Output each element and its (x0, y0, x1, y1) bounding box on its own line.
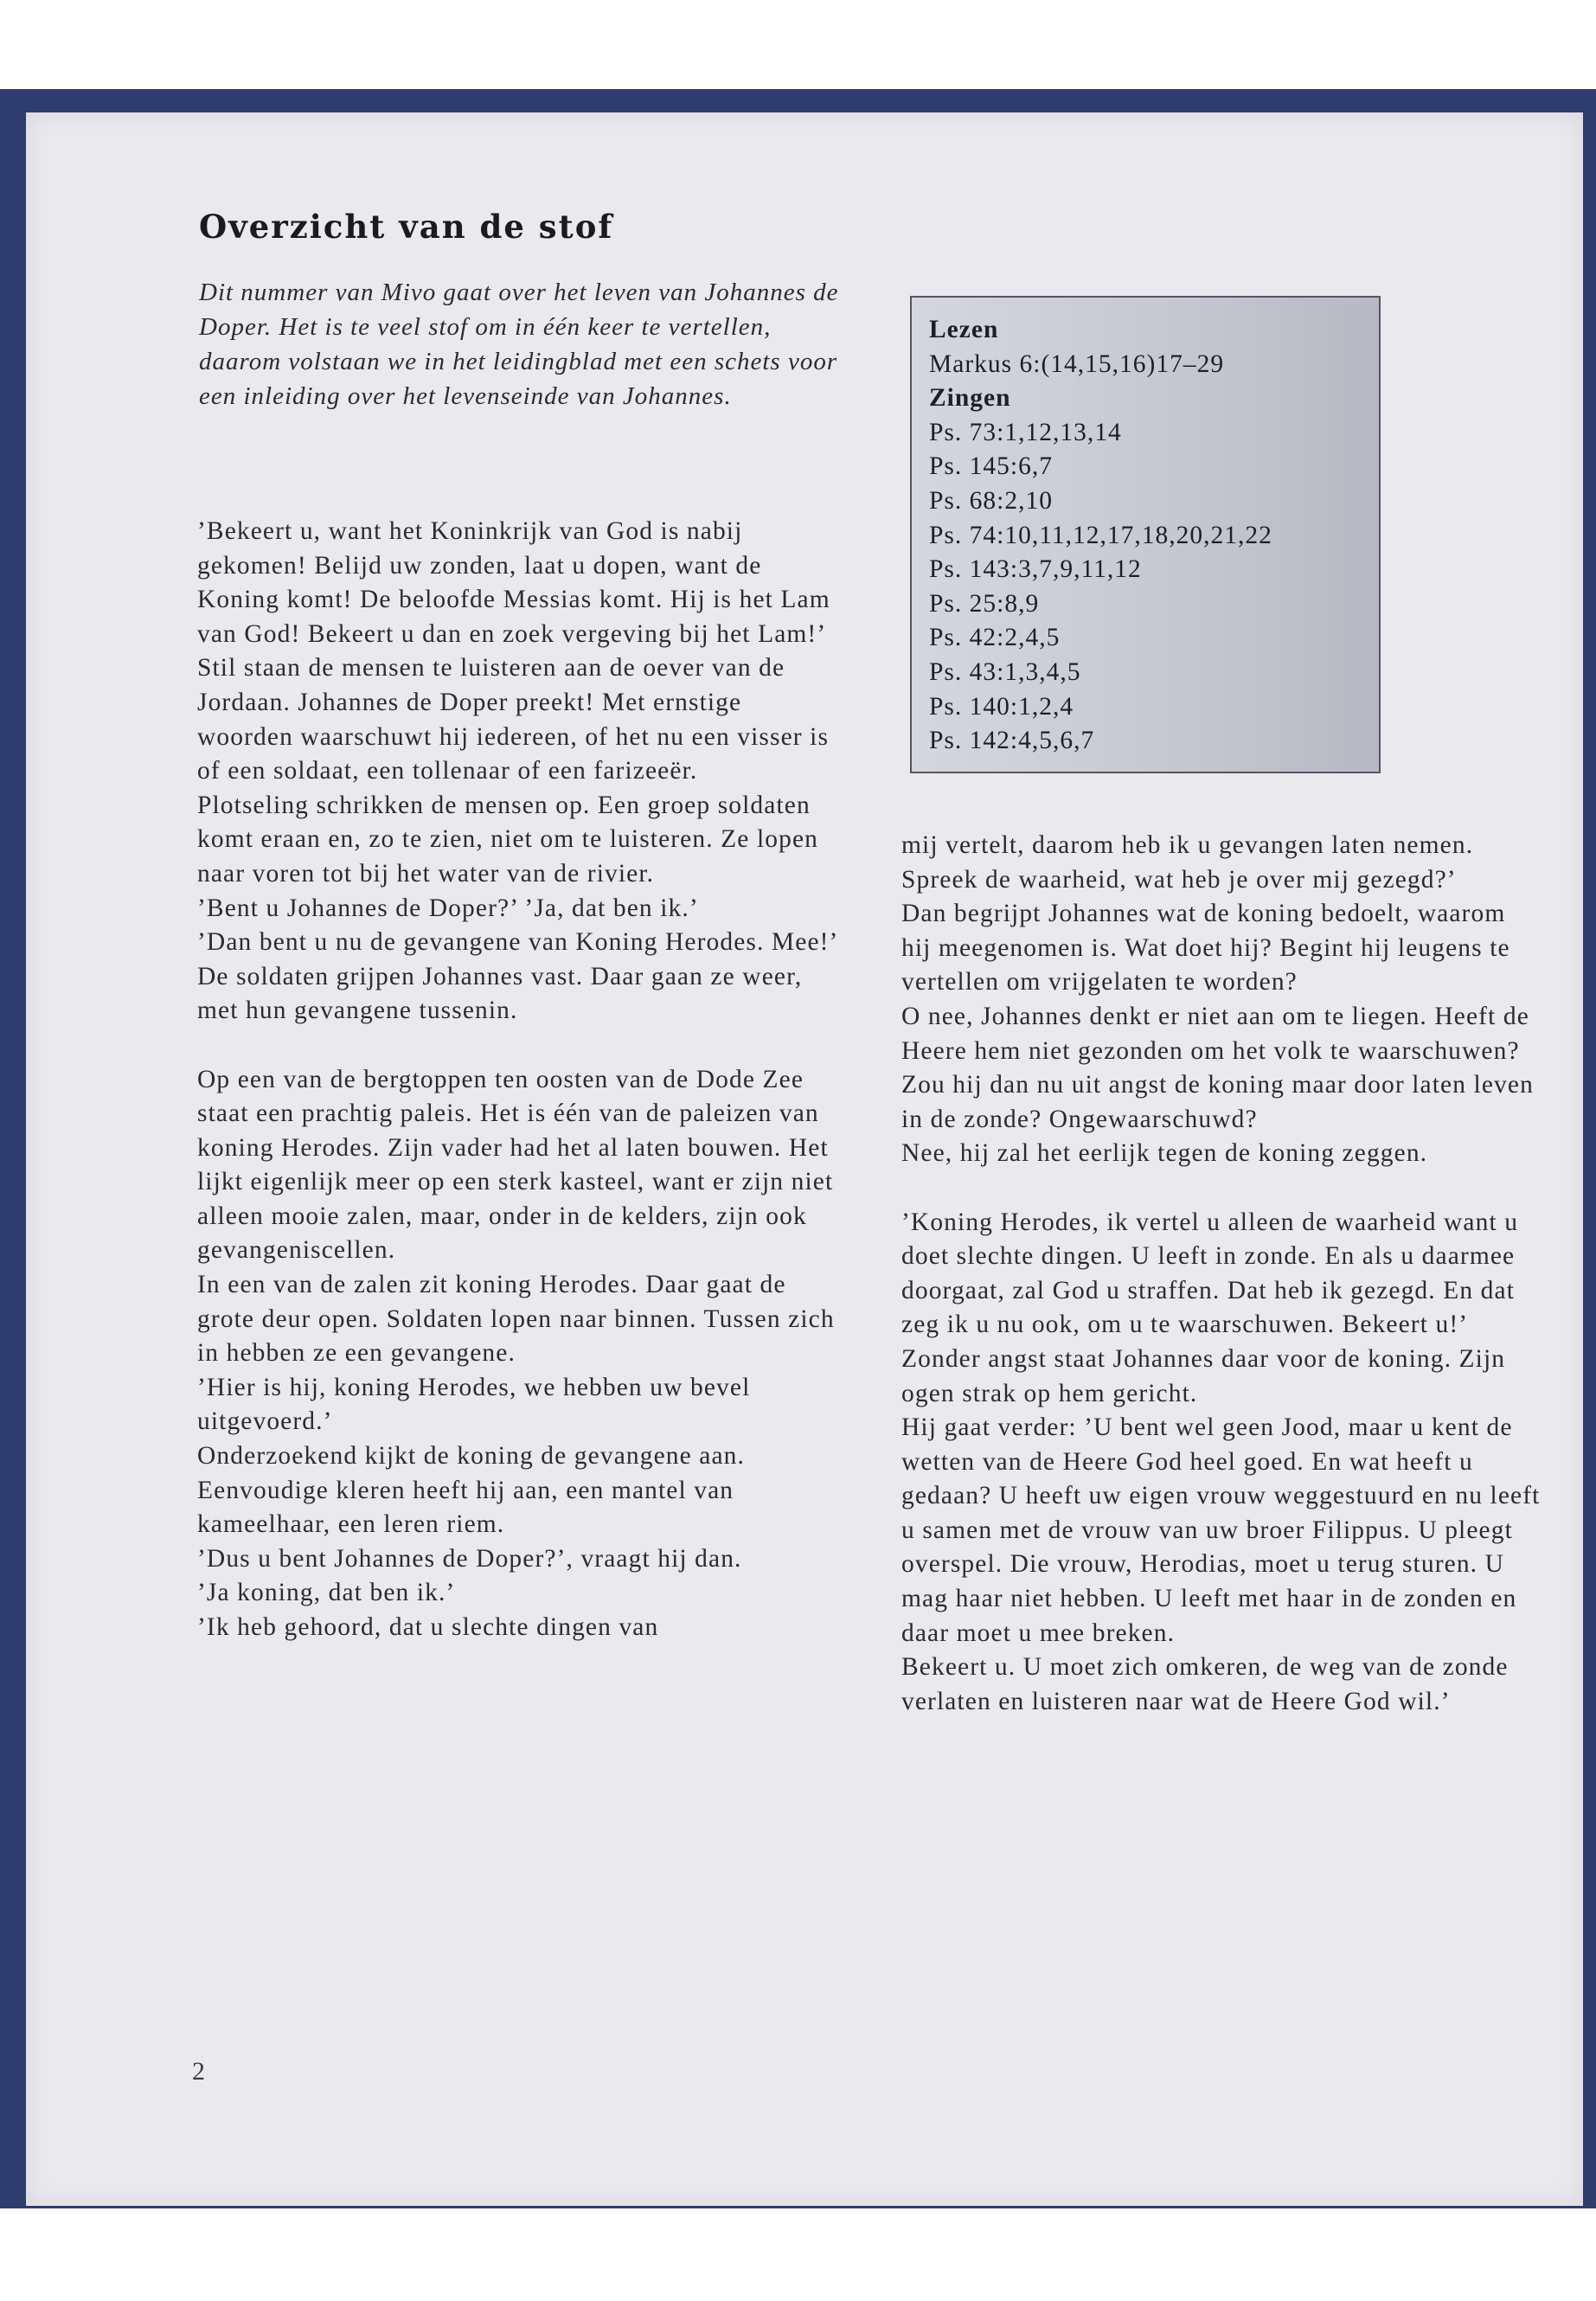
body-paragraph: Nee, hij zal het eerlijk tegen de koning zeggen. (901, 1139, 1428, 1168)
body-paragraph: ’Hier is hij, koning Herodes, we hebben uw bevel uitgevoerd.’ (197, 1373, 751, 1436)
body-paragraph: Bekeert u. U moet zich omkeren, de weg van de zonde verlaten en luisteren naar wat de Heere God wil.’ (901, 1653, 1509, 1715)
body-paragraph: mij vertelt, daarom heb ik u gevangen laten nemen. Spreek de waarheid, wat heb je over mij gezegd?’ (901, 831, 1474, 894)
lezen-reference: Markus 6:(14,15,16)17–29 (929, 349, 1225, 378)
body-paragraph: ’Dan bent u nu de gevangene van Koning Herodes. Mee!’ De soldaten grijpen Johannes vast. Daar gaan ze weer, met hun gevangene tussenin. (197, 928, 837, 1025)
body-paragraph: Hij gaat verder: ’U bent wel geen Jood, maar u kent de wetten van de Heere God heel goed. En wat heeft u gedaan? U heeft uw eigen vrouw weggestuurd en nu leeft u samen met de vrouw van uw broer Filippus. U pleegt overspel. Die vrouw, Herodias, moet u terug sturen. U mag haar niet hebben. U leeft met haar in de zonden en daar moet u mee breken. (901, 1413, 1541, 1647)
lezen-label: Lezen (929, 316, 999, 343)
psalm-item: Ps. 43:1,3,4,5 (929, 657, 1081, 686)
psalm-item: Ps. 68:2,10 (929, 486, 1053, 515)
body-paragraph: In een van de zalen zit koning Herodes. Daar gaat de grote deur open. Soldaten lopen naar binnen. Tussen zich in hebben ze een gevangene. (197, 1271, 835, 1368)
page-heading: Overzicht van de stof (199, 208, 614, 246)
psalm-item: Ps. 74:10,11,12,17,18,20,21,22 (929, 521, 1272, 549)
body-paragraph: ’Koning Herodes, ik vertel u alleen de waarheid want u doet slechte dingen. U leeft in zonde. En als u daarmee doorgaat, zal God u straffen. Dat heb ik gezegd. En dat zeg ik u nu ook, om u te waarschuwen. Bekeert u!’ (901, 1208, 1519, 1339)
intro-paragraph: Dit nummer van Mivo gaat over het leven van Johannes de Doper. Het is te veel stof om in één keer te vertellen, daarom volstaan we in het leidingblad met een schets voor een inleiding over het levenseinde van Johannes. (199, 279, 839, 410)
body-paragraph: ’Ja koning, dat ben ik.’ (197, 1579, 456, 1607)
body-paragraph: Op een van de bergtoppen ten oosten van de Dode Zee staat een prachtig paleis. Het is één van de paleizen van koning Herodes. Zijn vader had het al laten bouwen. Het lijkt eigenlijk meer op een sterk kasteel, want er zijn niet alleen mooie zalen, maar, onder in de kelders, zijn ook gevangeniscellen. (197, 1065, 834, 1265)
psalm-item: Ps. 143:3,7,9,11,12 (929, 555, 1142, 584)
page-number: 2 (192, 2057, 205, 2086)
psalm-item: Ps. 42:2,4,5 (929, 624, 1061, 652)
body-paragraph: O nee, Johannes denkt er niet aan om te liegen. Heeft de Heere hem niet gezonden om het volk te waarschuwen? Zou hij dan nu uit angst de koning maar door laten leven in de zonde? Ongewaarschuwd? (901, 1002, 1534, 1133)
body-paragraph: ’Ik heb gehoord, dat u slechte dingen van (197, 1613, 659, 1641)
body-paragraph: Onderzoekend kijkt de koning de gevangene aan. Eenvoudige kleren heeft hij aan, een mantel van kameelhaar, een leren riem. (197, 1442, 746, 1539)
zingen-label: Zingen (929, 384, 1011, 413)
psalm-item: Ps. 140:1,2,4 (929, 692, 1074, 721)
reading-sidebar-box (910, 296, 1381, 773)
body-paragraph: Zonder angst staat Johannes daar voor de koning. Zijn ogen strak op hem gericht. (901, 1344, 1506, 1407)
psalm-item: Ps. 145:6,7 (929, 452, 1053, 481)
left-text-column (197, 515, 837, 1645)
body-paragraph: ’Dus u bent Johannes de Doper?’, vraagt hij dan. (197, 1544, 742, 1573)
psalm-item: Ps. 25:8,9 (929, 589, 1040, 618)
right-text-column (901, 829, 1542, 1719)
body-paragraph: Dan begrijpt Johannes wat de koning bedoelt, waarom hij meegenomen is. Wat doet hij? Begint hij leugens te vertellen om vrijgelaten te worden? (901, 900, 1510, 997)
psalm-item: Ps. 142:4,5,6,7 (929, 727, 1095, 755)
body-paragraph: ’Bent u Johannes de Doper?’ ’Ja, dat ben ik.’ (197, 894, 699, 922)
body-paragraph: ’Bekeert u, want het Koninkrijk van God is nabij gekomen! Belijd uw zonden, laat u dopen, want de Koning komt! De beloofde Messias komt. Hij is het Lam van God! Bekeert u dan en zoek vergeving bij het Lam!’ (197, 517, 830, 648)
body-paragraph: Plotseling schrikken de mensen op. Een groep soldaten komt eraan en, zo te zien, niet om te luisteren. Ze lopen naar voren tot bij het water van de rivier. (197, 791, 819, 888)
psalm-list (929, 416, 1362, 759)
psalm-item: Ps. 73:1,12,13,14 (929, 418, 1122, 446)
body-paragraph: Stil staan de mensen te luisteren aan de oever van de Jordaan. Johannes de Doper preekt! Met ernstige woorden waarschuwt hij iedereen, of het nu een visser is of een soldaat, een tollenaar of een farizeeër. (197, 654, 830, 785)
